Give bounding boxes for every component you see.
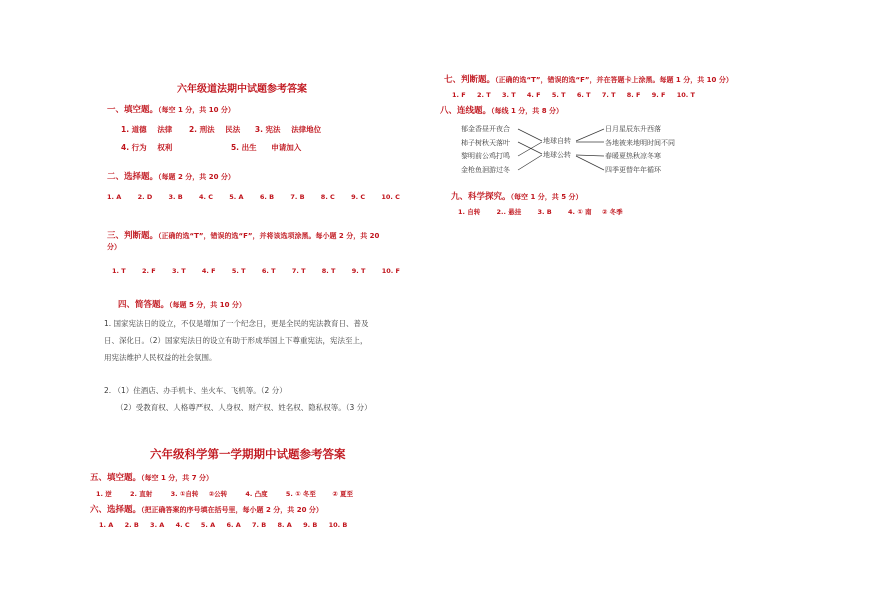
answer-item: 4. F	[526, 91, 541, 99]
section-heading-text: 一、填空题。	[107, 105, 159, 115]
answer-item: 4. F	[201, 267, 216, 275]
match-right-item: 春暖夏热秋凉冬寒	[605, 152, 661, 160]
section-4-heading	[118, 298, 246, 310]
choice-answers	[107, 193, 408, 201]
page-title: 六年级道法期中试题参考答案	[177, 84, 307, 95]
answer-item: 2. T	[476, 91, 491, 99]
section-heading-text: 八、连线题。	[440, 106, 492, 116]
answer-item: 3. T	[171, 267, 186, 275]
section-note: （正确的选“T”，错误的选“F”，并将该选项涂黑。每小题 2 分，共 20	[158, 232, 380, 240]
section-5-heading	[90, 471, 213, 483]
answer-item: 2. F	[141, 267, 156, 275]
answer-item: 1. 自转	[458, 208, 481, 216]
answer-item: 10. C	[381, 193, 400, 201]
answer-item: 3. 宪法	[254, 125, 281, 134]
short-answer-1	[104, 315, 369, 366]
science-title: 六年级科学第一学期期中试题参考答案	[150, 447, 346, 461]
answer-item: 9. T	[351, 267, 366, 275]
match-line	[576, 129, 604, 141]
answer-item: 7. T	[601, 91, 616, 99]
section-heading-text: 五、填空题。	[90, 473, 142, 483]
section-3-heading-cont	[107, 242, 121, 252]
answer-item: 1. A	[99, 521, 114, 529]
match-left-column	[461, 123, 510, 177]
answer-item: 4. C	[198, 193, 213, 201]
answer-item: 7. B	[290, 193, 305, 201]
answer-item: 1. T	[112, 267, 126, 275]
answer-item: 6. T	[261, 267, 276, 275]
section-7-heading	[444, 73, 733, 85]
match-left-item: 金枪鱼洄游过冬	[461, 165, 510, 174]
answer-item: 3. B	[168, 193, 183, 201]
match-left-item: 郁金香昼开夜合	[461, 125, 510, 133]
section-2-heading	[107, 170, 235, 182]
answer-item: 4. 凸度	[245, 490, 268, 498]
answer-item: 法律	[157, 125, 173, 134]
answer-item: 3. B	[537, 208, 552, 216]
section-3-heading	[107, 229, 379, 241]
sec7-answers	[452, 91, 703, 99]
answer-item: 4. 行为	[121, 143, 147, 152]
answer-item: 5. T	[551, 91, 566, 99]
section-note: （正确的选“T”，错误的选“F”，并在答题卡上涂黑。每题 1 分，共 10 分）	[495, 76, 733, 84]
short-answer-2	[104, 382, 372, 416]
answer-item: 7. T	[291, 267, 306, 275]
match-right-item: 四季更替年年循环	[605, 165, 661, 174]
answer-item: 9. B	[303, 521, 318, 529]
section-1-heading	[107, 103, 235, 115]
match-lines	[510, 120, 620, 180]
answer-item: 6. A	[226, 521, 241, 529]
match-line	[576, 156, 604, 170]
section-note: （每题 2 分，共 20 分）	[158, 173, 235, 181]
answer-item: 1. F	[452, 91, 466, 99]
answer-line: 用宪法维护人民权益的社会氛围。	[104, 353, 217, 362]
answer-item: 4. ① 南	[568, 208, 592, 216]
answer-item: 6. B	[259, 193, 275, 201]
answer-item: 1. A	[107, 193, 122, 201]
match-left-item: 柿子树秋天落叶	[461, 138, 510, 147]
section-heading-text: 四、简答题。	[118, 300, 170, 310]
answer-item: 法律地位	[291, 125, 322, 134]
answer-line: 2. （1）住酒店、办手机卡、坐火车、飞机等。（2 分）	[104, 386, 287, 395]
match-right-item: 日月星辰东升西落	[605, 125, 661, 133]
science-fill-answers	[96, 489, 361, 498]
section-heading-text: 二、选择题。	[107, 172, 159, 182]
answer-item: 2. D	[137, 193, 153, 201]
answer-item: 10. T	[676, 91, 695, 99]
section-note: （每空 1 分，共 7 分）	[141, 474, 214, 482]
sec9-answers	[458, 207, 631, 216]
match-line	[518, 155, 542, 170]
section-6-heading	[90, 503, 323, 515]
section-note: （每题 5 分，共 10 分）	[169, 301, 246, 309]
answer-line: 日、深化日。（2）国家宪法日的设立有助于形成举国上下尊重宪法，宪法至上，	[104, 336, 368, 345]
answer-item: 3. T	[501, 91, 516, 99]
answer-item: 2. 直射	[130, 490, 153, 498]
match-left-item: 黎明前公鸡打鸣	[461, 152, 510, 160]
answer-item: 1. 道德	[121, 125, 147, 134]
match-line	[518, 129, 542, 141]
match-mid-item-rotation: 地球自转	[543, 137, 571, 145]
answer-item: 10. B	[328, 521, 348, 529]
answer-item: 2. 刑法	[188, 125, 215, 134]
answer-item: 5. A	[200, 521, 216, 529]
answer-item: ② 夏至	[332, 490, 353, 498]
answer-item: 1. 逆	[96, 490, 112, 498]
answer-line: （2）受教育权、人格尊严权、人身权、财产权、姓名权、隐私权等。（3 分）	[116, 403, 372, 412]
section-heading-text: 九、科学探究。	[451, 192, 511, 202]
fill-answers-row-2	[121, 142, 309, 153]
section-note: 分）	[107, 243, 121, 251]
match-mid-item-revolution: 地球公转	[543, 151, 571, 159]
answer-item: 5. T	[231, 267, 246, 275]
section-note: （每空 1 分，共 10 分）	[158, 106, 235, 114]
answer-item: 8. A	[277, 521, 292, 529]
answer-item: 8. C	[320, 193, 335, 201]
section-note: （每空 1 分，共 5 分）	[510, 193, 583, 201]
section-note: （把正确答案的序号填在括号里，每小题 2 分，共 20 分）	[141, 506, 323, 514]
section-8-heading	[440, 104, 563, 116]
answer-item: 4. C	[175, 521, 190, 529]
answer-item: 5. A	[229, 193, 244, 201]
judge-answers	[112, 267, 408, 275]
answer-item: 10. F	[381, 267, 400, 275]
answer-item: ② 冬季	[601, 208, 623, 216]
answer-item: 2.. 悬挂	[496, 208, 522, 216]
answer-line: 1. 国家宪法日的设立，不仅是增加了一个纪念日，更是全民的宪法教育日、普及	[104, 319, 369, 328]
section-heading-text: 三、判断题。	[107, 231, 159, 241]
answer-item: 8. T	[321, 267, 336, 275]
answer-item: 2. B	[124, 521, 139, 529]
answer-item: 3. ①自转	[170, 490, 199, 498]
fill-answers-row-1	[121, 124, 329, 135]
answer-item: ②公转	[208, 490, 228, 498]
answer-item: 9. F	[651, 91, 666, 99]
section-heading-text: 七、判断题。	[444, 75, 496, 85]
section-note: （每线 1 分，共 8 分）	[491, 107, 564, 115]
science-choice-answers	[99, 521, 355, 529]
match-line	[576, 155, 604, 156]
answer-item: 8. F	[626, 91, 641, 99]
answer-item: 5. ① 冬至	[285, 490, 316, 498]
answer-item: 民法	[225, 125, 241, 134]
answer-item: 9. C	[351, 193, 366, 201]
answer-item: 权利	[157, 143, 173, 152]
answer-item: 7. B	[252, 521, 267, 529]
answer-item: 申请加入	[271, 143, 302, 152]
section-heading-text: 六、选择题。	[90, 505, 142, 515]
answer-item: 5. 出生	[230, 143, 257, 152]
match-right-item: 各地被来地明时间不同	[605, 138, 675, 147]
answer-item: 6. T	[576, 91, 591, 99]
answer-item: 3. A	[150, 521, 165, 529]
section-9-heading	[451, 190, 583, 202]
